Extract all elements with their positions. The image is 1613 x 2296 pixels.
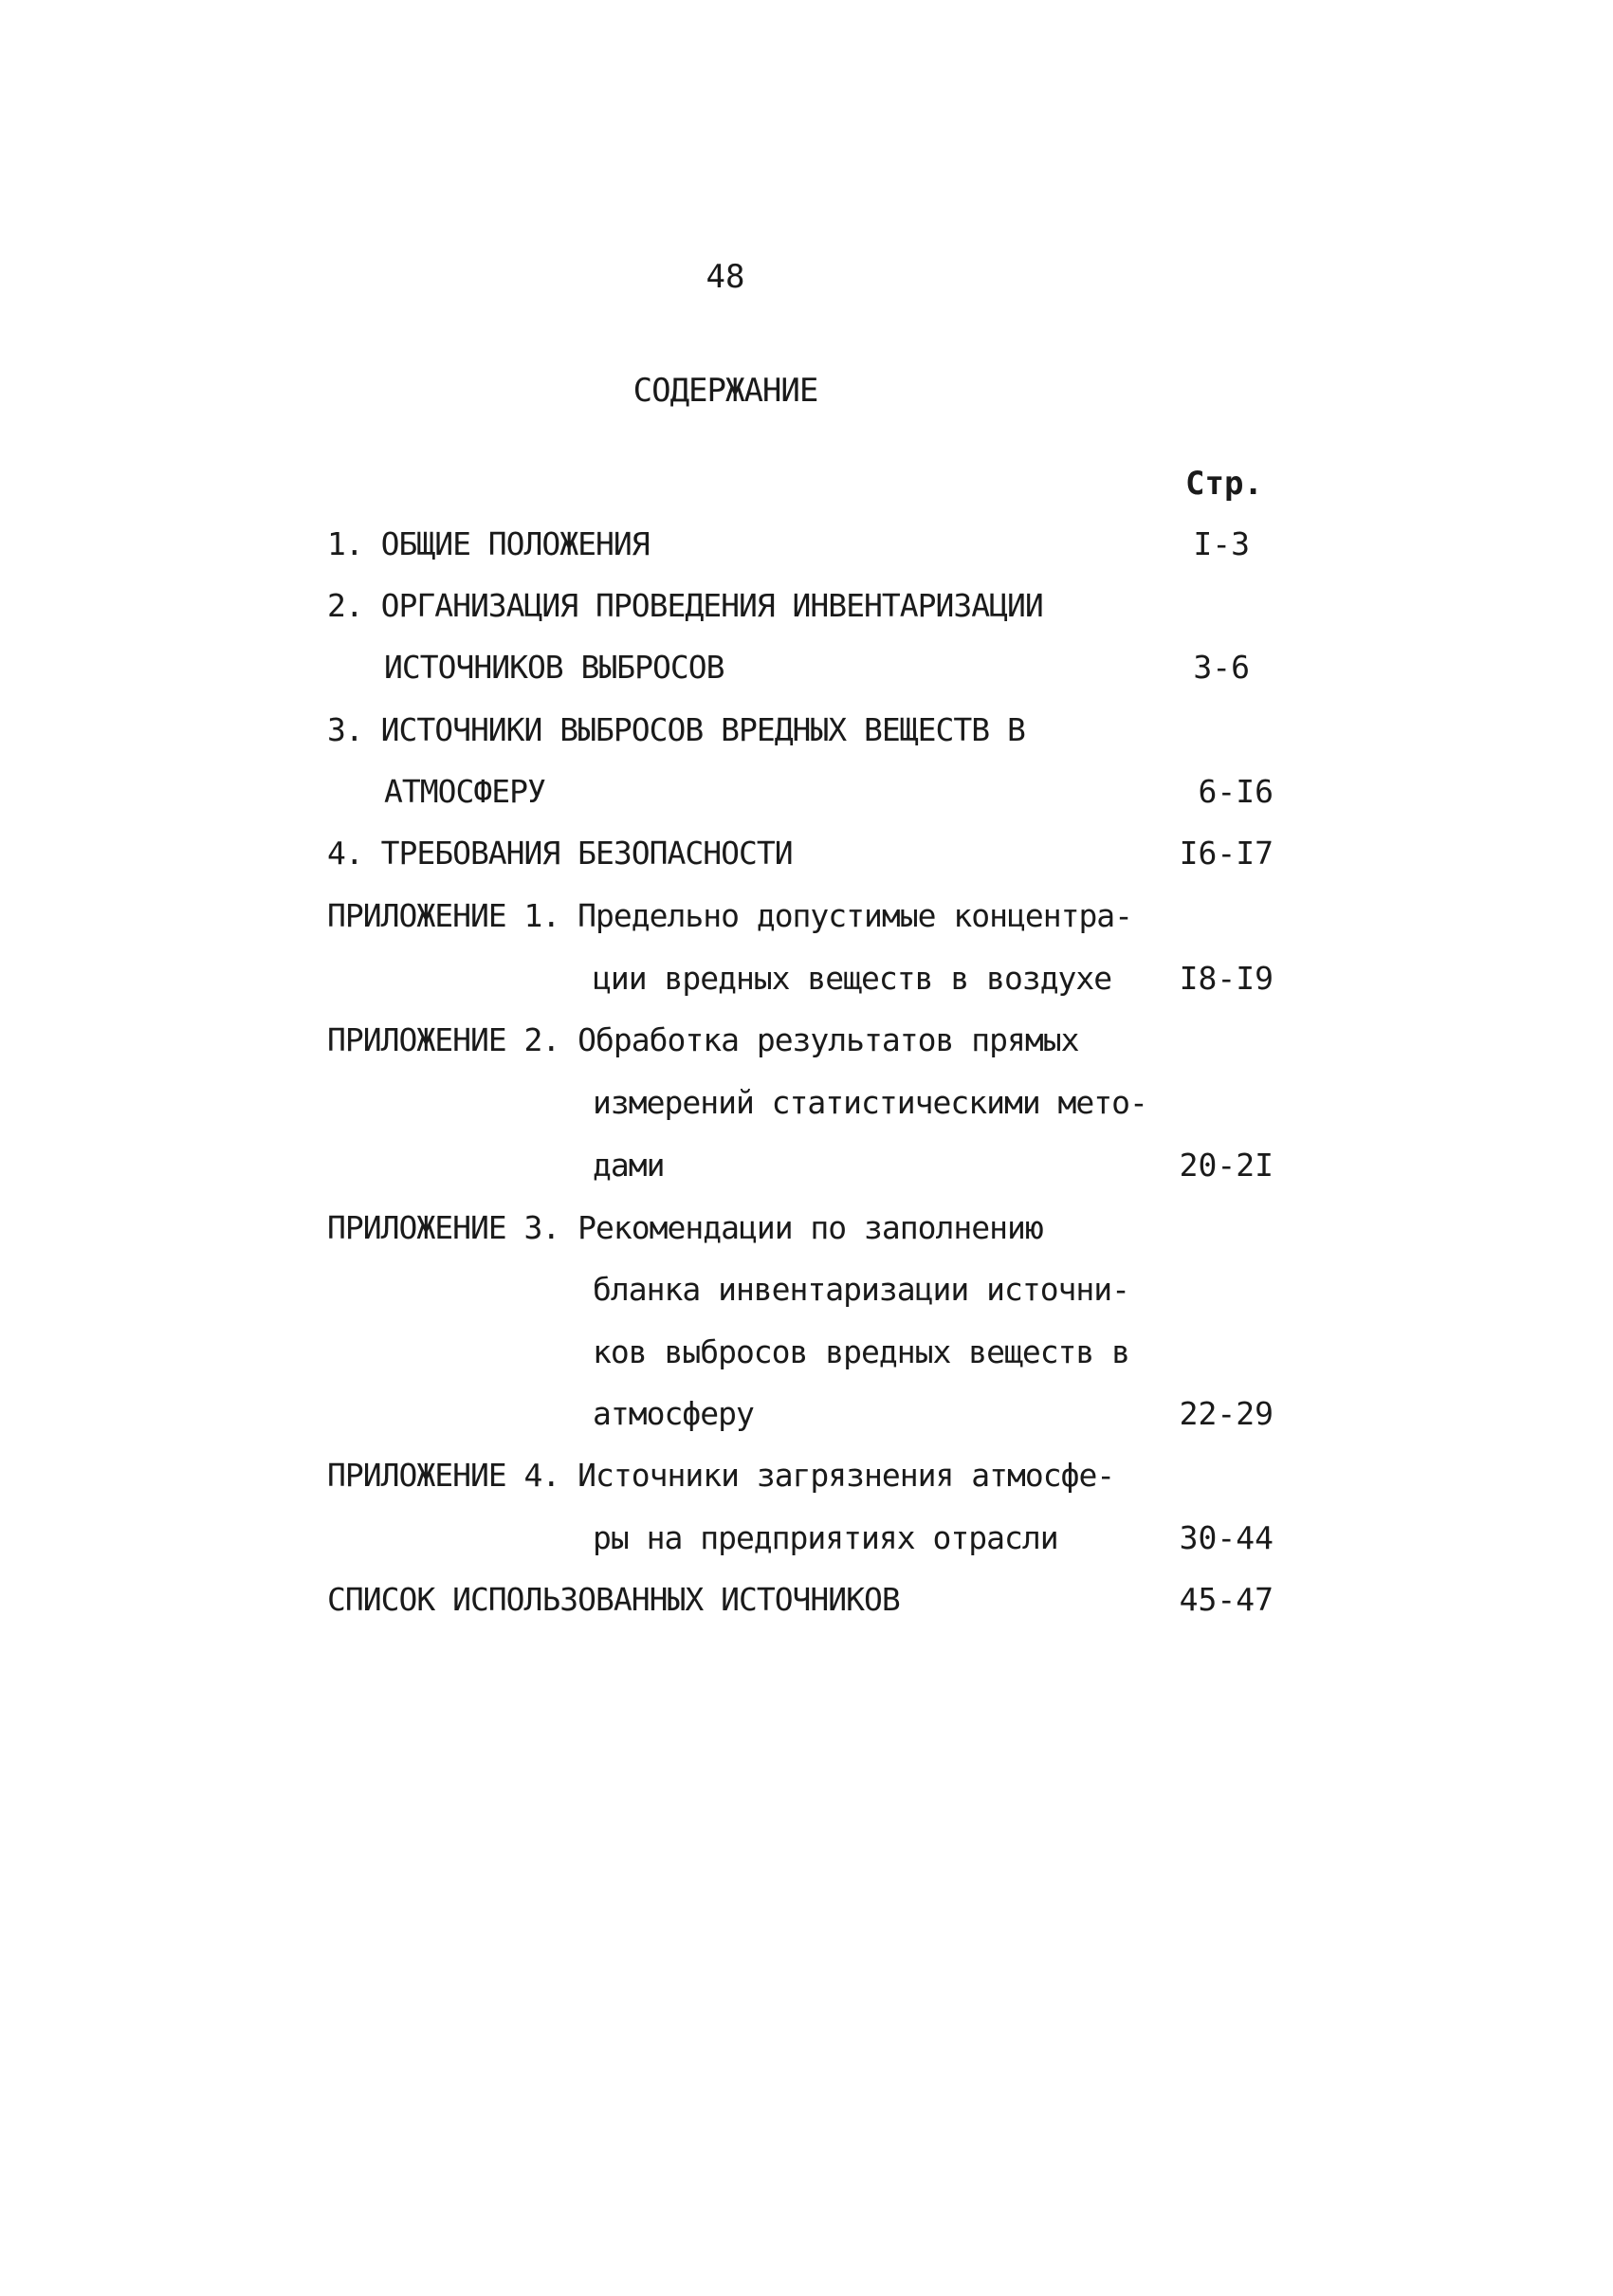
toc-entry-text: ПРИЛОЖЕНИЕ 1. Предельно допустимые концентра- bbox=[327, 897, 1133, 934]
toc-entry-text: ИСТОЧНИКОВ ВЫБРОСОВ bbox=[384, 649, 724, 686]
toc-entry-3 bbox=[0, 709, 1613, 751]
toc-entry-text: 4. ТРЕБОВАНИЯ БЕЗОПАСНОСТИ bbox=[327, 835, 793, 872]
toc-references bbox=[0, 1579, 1613, 1621]
toc-entry-4 bbox=[0, 833, 1613, 874]
toc-title: СОДЕРЖАНИЕ bbox=[632, 372, 818, 410]
toc-entry-text: СПИСОК ИСПОЛЬЗОВАННЫХ ИСТОЧНИКОВ bbox=[327, 1581, 900, 1618]
toc-entry-page: 45-47 bbox=[1179, 1581, 1274, 1618]
toc-appendix-2 bbox=[0, 1019, 1613, 1061]
toc-entry-2-continued bbox=[0, 647, 1613, 689]
toc-entry-text: ПРИЛОЖЕНИЕ 4. Источники загрязнения атмосфе- bbox=[327, 1457, 1115, 1494]
toc-appendix-3-continued bbox=[0, 1332, 1613, 1373]
toc-entry-page: I8-I9 bbox=[1179, 960, 1274, 997]
toc-entry-text: ков выбросов вредных веществ в bbox=[593, 1333, 1130, 1370]
toc-appendix-3-continued bbox=[0, 1393, 1613, 1435]
toc-entry-text: ры на предприятиях отрасли bbox=[593, 1519, 1058, 1556]
toc-entry-text: ПРИЛОЖЕНИЕ 3. Рекомендации по заполнению bbox=[327, 1209, 1043, 1246]
page-number: 48 bbox=[706, 258, 745, 296]
toc-entry-2 bbox=[0, 585, 1613, 627]
toc-entry-text: 3. ИСТОЧНИКИ ВЫБРОСОВ ВРЕДНЫХ ВЕЩЕСТВ В bbox=[327, 711, 1025, 748]
toc-entry-text: измерений статистическими мето- bbox=[593, 1084, 1147, 1121]
toc-entry-page: 20-2I bbox=[1179, 1147, 1274, 1184]
toc-appendix-4-continued bbox=[0, 1517, 1613, 1559]
toc-entry-text: АТМОСФЕРУ bbox=[384, 773, 545, 810]
toc-entry-page: 3-6 bbox=[1193, 649, 1250, 686]
toc-entry-page: 30-44 bbox=[1179, 1519, 1274, 1556]
toc-entry-text: атмосферу bbox=[593, 1395, 754, 1432]
toc-entry-page: 22-29 bbox=[1179, 1395, 1274, 1432]
toc-entry-text: 2. ОРГАНИЗАЦИЯ ПРОВЕДЕНИЯ ИНВЕНТАРИЗАЦИИ bbox=[327, 587, 1043, 624]
pages-column-header: Стр. bbox=[1185, 465, 1263, 503]
toc-entry-page: 6-I6 bbox=[1198, 773, 1274, 810]
toc-entry-3-continued bbox=[0, 771, 1613, 813]
toc-appendix-3-continued bbox=[0, 1269, 1613, 1311]
toc-appendix-3 bbox=[0, 1207, 1613, 1249]
toc-entry-page: I6-I7 bbox=[1179, 835, 1274, 872]
toc-entry-text: 1. ОБЩИЕ ПОЛОЖЕНИЯ bbox=[327, 525, 650, 562]
toc-entry-text: бланка инвентаризации источни- bbox=[593, 1271, 1130, 1308]
toc-entry-text: ПРИЛОЖЕНИЕ 2. Обработка результатов прямых bbox=[327, 1021, 1079, 1058]
toc-entry-text: ции вредных веществ в воздухе bbox=[593, 960, 1112, 997]
toc-appendix-1-continued bbox=[0, 958, 1613, 1000]
toc-entry-text: дами bbox=[593, 1147, 665, 1184]
toc-entry-1 bbox=[0, 523, 1613, 565]
toc-appendix-2-continued bbox=[0, 1145, 1613, 1186]
toc-appendix-2-continued bbox=[0, 1082, 1613, 1124]
toc-entry-page: I-3 bbox=[1193, 525, 1250, 562]
toc-appendix-1 bbox=[0, 895, 1613, 937]
toc-appendix-4 bbox=[0, 1455, 1613, 1497]
